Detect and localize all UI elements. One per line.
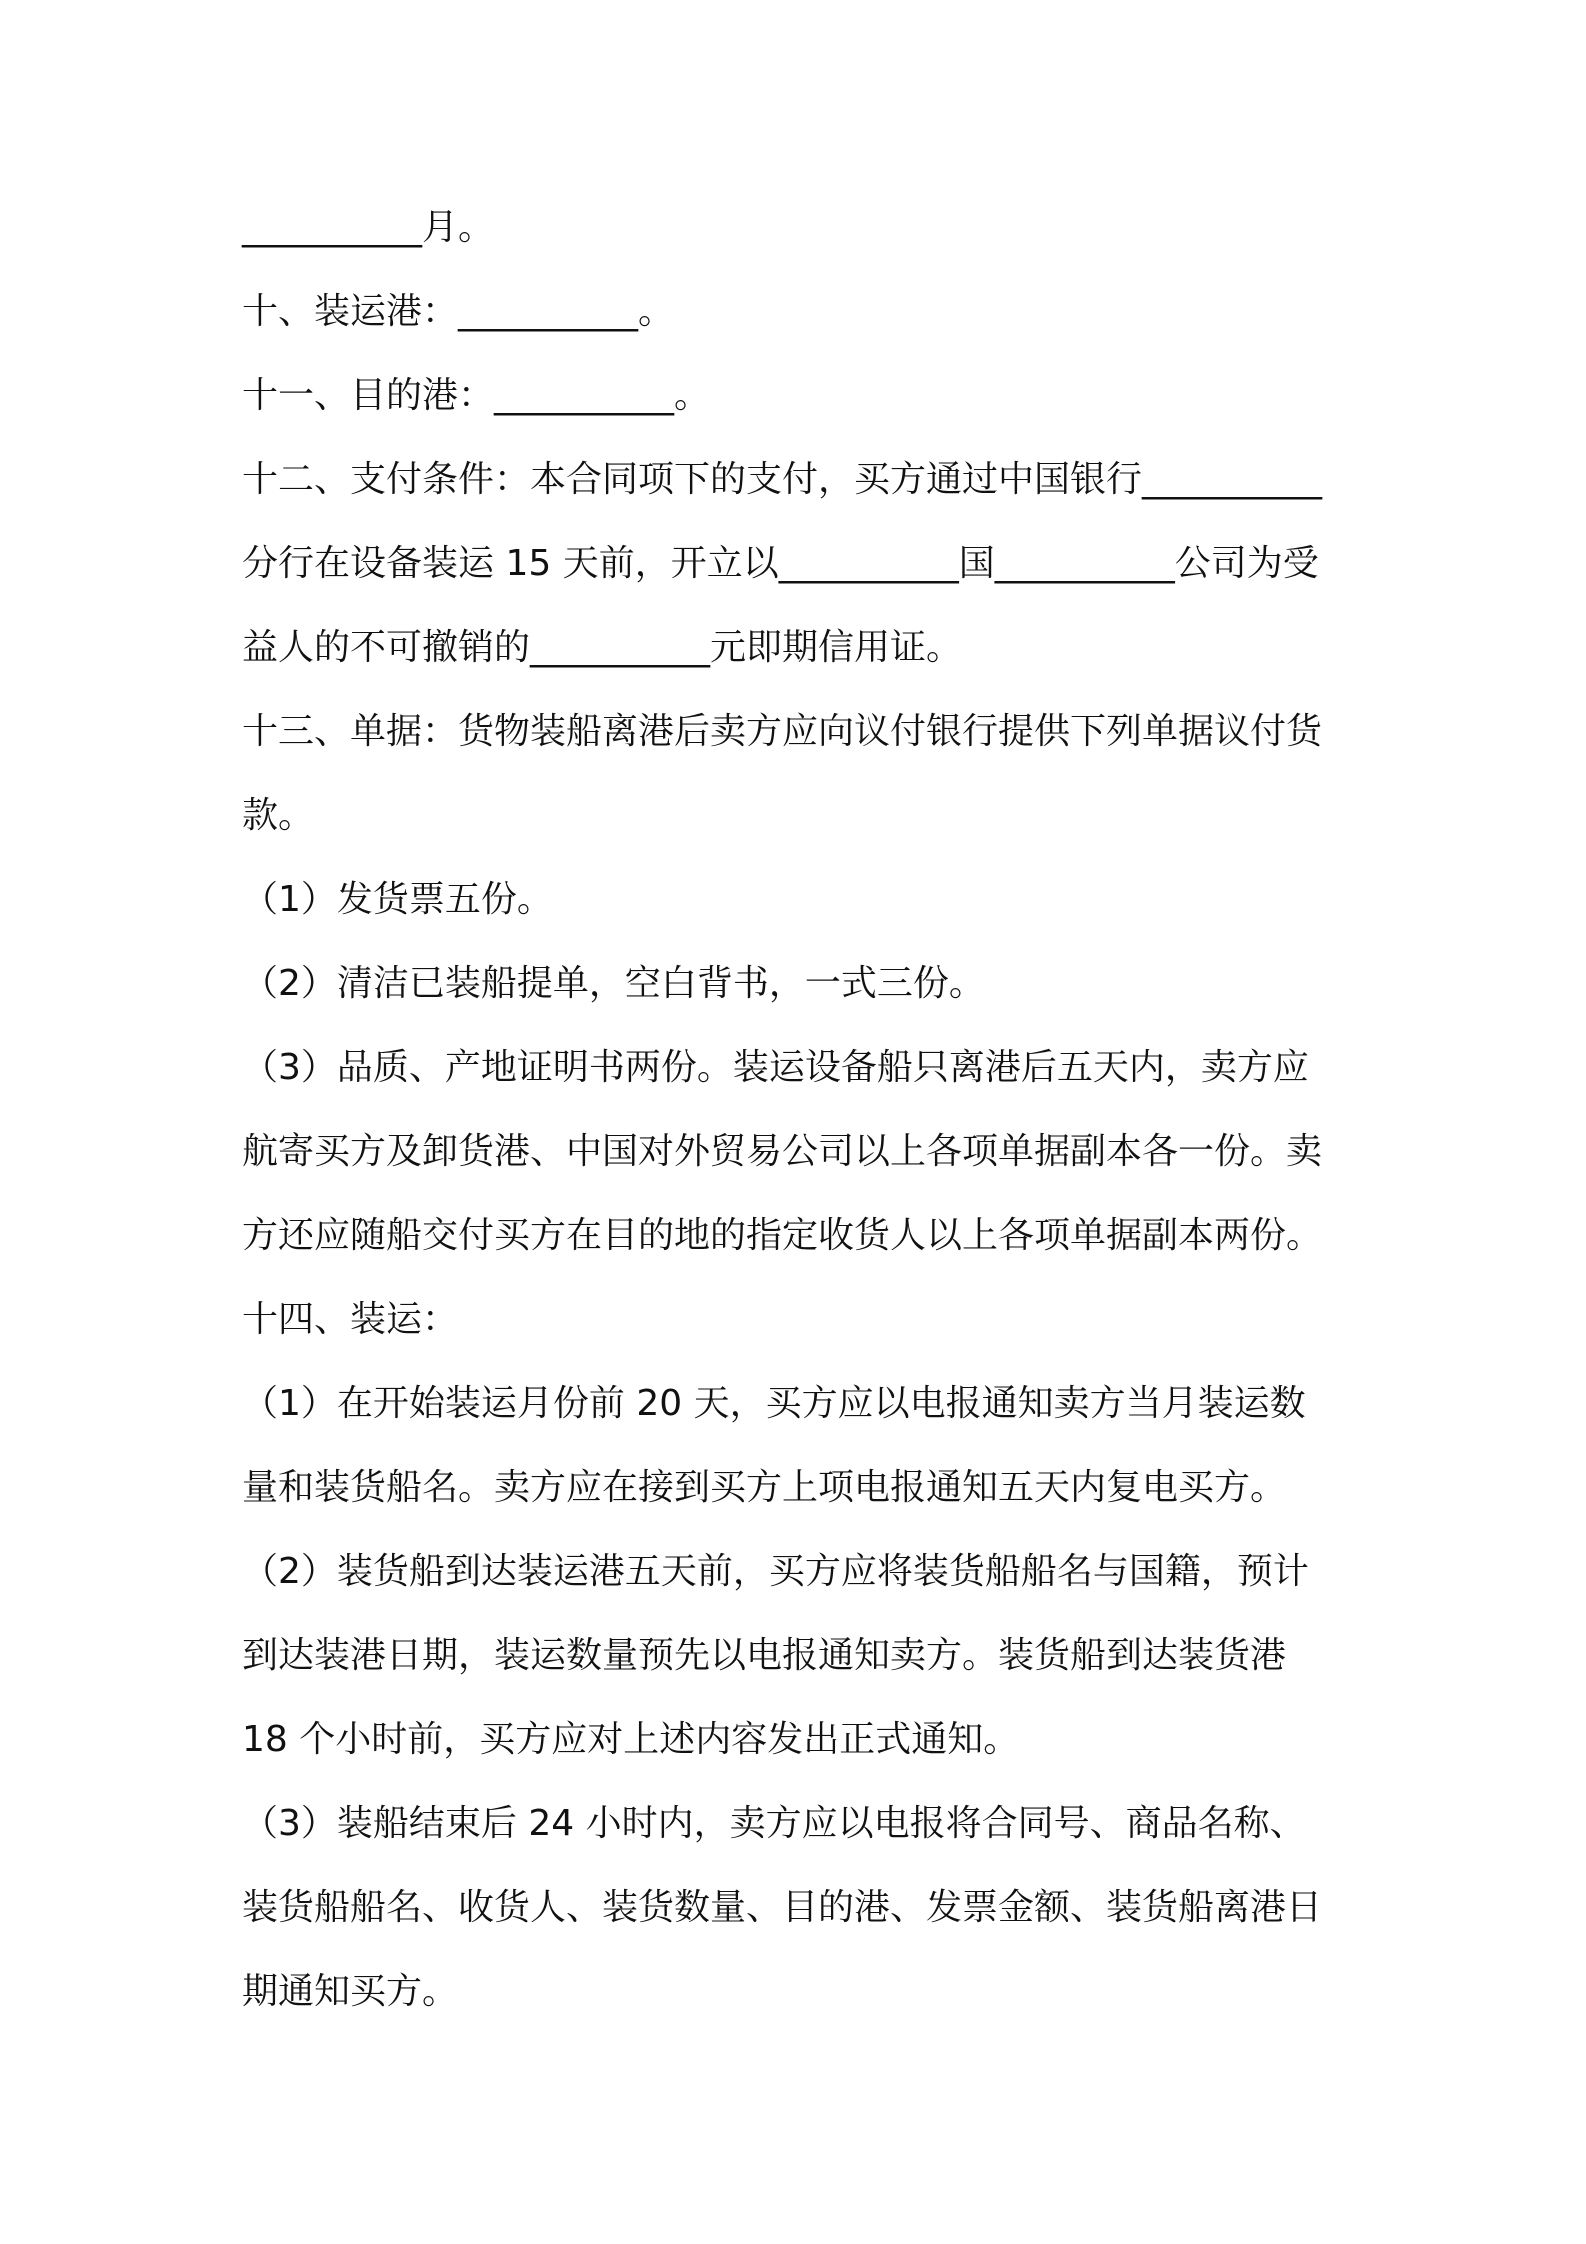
text-line: 18 个小时前，买方应对上述内容发出正式通知。 xyxy=(242,1719,1020,1760)
text-line: 装货船船名、收货人、装货数量、目的港、发票金额、装货船离港日 xyxy=(242,1887,1323,1928)
text-line: 到达装港日期，装运数量预先以电报通知卖方。装货船到达装货港 xyxy=(242,1635,1287,1676)
text-line: 十一、目的港：__________。 xyxy=(242,375,711,416)
text-line: __________月。 xyxy=(242,207,495,248)
text-line: （3）装船结束后 24 小时内，卖方应以电报将合同号、商品名称、 xyxy=(242,1803,1306,1844)
text-line: 量和装货船名。卖方应在接到买方上项电报通知五天内复电买方。 xyxy=(242,1467,1287,1508)
text-line: 十三、单据：货物装船离港后卖方应向议付银行提供下列单据议付货 xyxy=(242,711,1323,752)
text-line: （2）清洁已装船提单，空白背书，一式三份。 xyxy=(242,963,985,1004)
text-line: 十、装运港：__________。 xyxy=(242,291,675,332)
text-line: 十四、装运： xyxy=(242,1299,459,1340)
text-line: 航寄买方及卸货港、中国对外贸易公司以上各项单据副本各一份。卖 xyxy=(242,1131,1323,1172)
text-line: （1）发货票五份。 xyxy=(242,879,553,920)
text-line: 方还应随船交付买方在目的地的指定收货人以上各项单据副本两份。 xyxy=(242,1215,1323,1256)
text-line: （3）品质、产地证明书两份。装运设备船只离港后五天内，卖方应 xyxy=(242,1047,1309,1088)
text-line: 分行在设备装运 15 天前，开立以__________国__________公司为受 xyxy=(242,543,1319,584)
text-line: 款。 xyxy=(242,795,315,836)
text-line: （1）在开始装运月份前 20 天，买方应以电报通知卖方当月装运数 xyxy=(242,1383,1306,1424)
text-line: （2）装货船到达装运港五天前，买方应将装货船船名与国籍，预计 xyxy=(242,1551,1309,1592)
text-line: 十二、支付条件：本合同项下的支付，买方通过中国银行__________ xyxy=(242,459,1323,500)
text-line: 期通知买方。 xyxy=(242,1971,459,2012)
text-line: 益人的不可撤销的__________元即期信用证。 xyxy=(242,627,963,668)
